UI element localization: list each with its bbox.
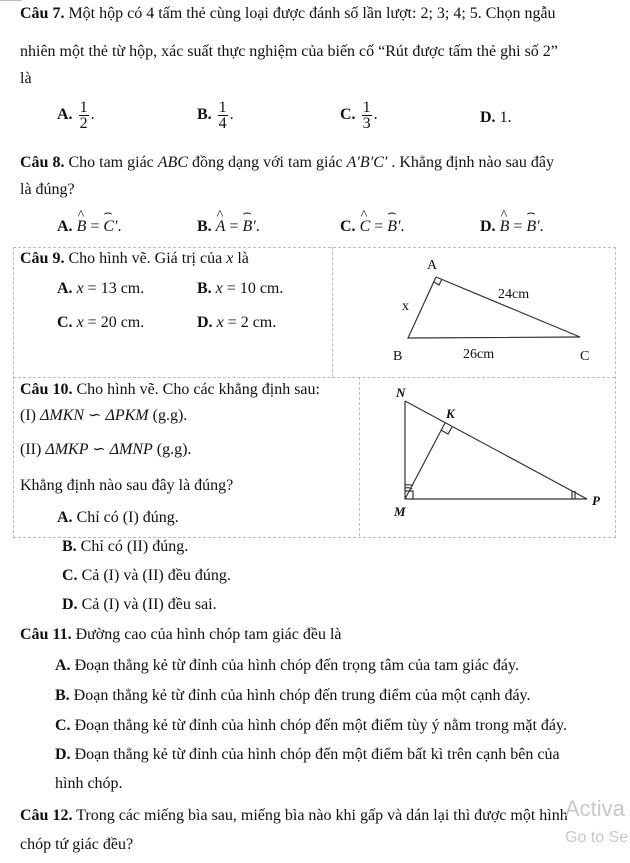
- vertex-n: N: [396, 385, 406, 400]
- q12-line1: Câu 12. Trong các miếng bìa sau, miếng bìa nào khi gấp và dán lại thì được một hình: [20, 807, 568, 824]
- q10-line1: Câu 10. Cho hình vẽ. Cho các khẳng định sau:: [20, 381, 320, 398]
- option-letter: A.: [57, 218, 73, 235]
- q10-option-b[interactable]: B. Chỉ có (II) đúng.: [62, 538, 189, 555]
- q10-statement-2: (II) ΔMKP ∽ ΔMNP (g.g).: [20, 441, 192, 458]
- option-letter: B.: [197, 218, 212, 235]
- q10-question: Khẳng định nào sau đây là đúng?: [20, 477, 234, 494]
- fraction: $\frac{1}{3}$: [362, 99, 371, 132]
- q7-option-b[interactable]: B. $\frac{1}{4}$ .: [197, 99, 234, 132]
- vertex-p: P: [592, 493, 600, 508]
- q9-option-b[interactable]: B. x = 10 cm.: [197, 280, 284, 297]
- q7-option-c[interactable]: C. $\frac{1}{3}$ .: [340, 99, 378, 132]
- q10-label: Câu 10.: [20, 381, 73, 398]
- option-letter: D.: [480, 109, 496, 126]
- q9-triangle-figure: [360, 247, 615, 377]
- angle-hat: ^ B: [77, 217, 87, 237]
- q7-text: Một hộp có 4 tấm thẻ cùng loại được đánh số lần lượt: 2; 3; 4; 5. Chọn ngẫu: [64, 5, 556, 22]
- q11-option-a[interactable]: A. Đoạn thẳng kẻ từ đỉnh của hình chóp đến trọng tâm của tam giác đáy.: [55, 657, 519, 674]
- triangle-a-prime-b-prime-c-prime: A′B′C′: [346, 154, 388, 171]
- option-value: 20 cm.: [100, 314, 145, 331]
- option-letter: D.: [480, 218, 496, 235]
- angle-hat: ⌢ B′: [387, 217, 400, 237]
- angle-arc-m2: [405, 488, 412, 489]
- page-corner-mark: [0, 0, 22, 1]
- q9-label: Câu 9.: [20, 250, 65, 267]
- vertex-k: K: [446, 406, 455, 421]
- angle-hat: ^ B: [500, 217, 510, 237]
- vertex-a: A: [427, 258, 438, 273]
- option-value: 10 cm.: [239, 280, 284, 297]
- option-value: 13 cm.: [100, 280, 145, 297]
- option-letter: A.: [57, 106, 73, 124]
- q8-option-d[interactable]: D. ^ B = ⌢ B′.: [480, 217, 544, 237]
- q7-line3: là: [20, 70, 32, 87]
- vertex-c: C: [580, 349, 590, 364]
- q11-option-b[interactable]: B. Đoạn thẳng kẻ từ đỉnh của hình chóp đến trung điểm của một cạnh đáy.: [55, 687, 531, 704]
- angle-hat: ^ A: [216, 217, 226, 237]
- q10-statement-1: (I) ΔMKN ∽ ΔPKM (g.g).: [20, 407, 188, 424]
- angle-arc-m: [405, 485, 413, 486]
- q10-option-d[interactable]: D. Cả (I) và (II) đều sai.: [62, 596, 217, 613]
- q10-option-a[interactable]: A. Chỉ có (I) đúng.: [57, 509, 179, 526]
- option-letter: B.: [197, 106, 212, 124]
- q11-option-c[interactable]: C. Đoạn thẳng kẻ từ đỉnh của hình chóp đến một điểm tùy ý nằm trong mặt đáy.: [55, 717, 567, 734]
- side-ac-label: 24cm: [498, 287, 530, 302]
- q7-label: Câu 7.: [20, 5, 65, 22]
- q7-line2: nhiên một thẻ từ hộp, xác suất thực nghiệm của biến cố “Rút được tấm thẻ ghi số 2”: [20, 43, 558, 60]
- q12-line2: chóp tứ giác đều?: [20, 836, 134, 853]
- q10-triangle-figure: [360, 377, 615, 536]
- angle-hat: ⌢ C′: [103, 217, 117, 237]
- q8-option-a[interactable]: A. ^ B = ⌢ C′.: [57, 217, 122, 237]
- q11-option-d[interactable]: D. Đoạn thẳng kẻ từ đỉnh của hình chóp đến một điểm bất kì trên cạnh bên của: [55, 746, 560, 763]
- side-x-label: x: [402, 299, 409, 314]
- option-value: 1.: [499, 109, 512, 126]
- q7-option-a[interactable]: A. $\frac{1}{2}$ .: [57, 99, 95, 132]
- angle-hat: ⌢ B′: [526, 217, 539, 237]
- q8-option-c[interactable]: C. ^ C = ⌢ B′.: [340, 217, 405, 237]
- option-letter: C.: [340, 106, 356, 124]
- table-col-divider-row1: [332, 247, 333, 377]
- vertex-m: M: [394, 504, 406, 519]
- altitude-mk: [405, 423, 445, 499]
- q8-line2: là đúng?: [20, 181, 75, 198]
- q7-option-d[interactable]: [480, 108, 512, 128]
- q8-label: Câu 8.: [20, 154, 65, 171]
- q12-label: Câu 12.: [20, 807, 73, 824]
- option-letter: C.: [340, 218, 356, 235]
- q7-line1: [20, 4, 556, 24]
- triangle-mnp-shape: [405, 401, 587, 499]
- option-value: 2 cm.: [240, 314, 277, 331]
- q8-line1: Câu 8. Cho tam giác ABC đồng dạng với tam giác A′B′C′ . Khẳng định nào sau đây: [20, 154, 554, 171]
- q10-option-c[interactable]: C. Cả (I) và (II) đều đúng.: [62, 567, 231, 584]
- q9-option-c[interactable]: C. x = 20 cm.: [57, 314, 145, 331]
- activation-watermark-line1: Activa: [565, 796, 625, 821]
- q9-option-d[interactable]: D. x = 2 cm.: [197, 314, 277, 331]
- triangle-abc-shape: [408, 277, 580, 338]
- q9-option-a[interactable]: A. x = 13 cm.: [57, 280, 145, 297]
- triangle-abc: ABC: [157, 154, 188, 171]
- q9-line1: Câu 9. Cho hình vẽ. Giá trị của x là: [20, 250, 249, 267]
- q11-line1: Câu 11. Đường cao của hình chóp tam giác đều là: [20, 626, 342, 643]
- fraction: $\frac{1}{2}$: [79, 99, 88, 132]
- vertex-b: B: [393, 349, 403, 364]
- q11-label: Câu 11.: [20, 626, 72, 643]
- angle-hat: ^ C: [360, 217, 371, 237]
- q8-option-b[interactable]: B. ^ A = ⌢ B′.: [197, 217, 260, 237]
- q11-option-d-cont: hình chóp.: [55, 775, 123, 792]
- angle-hat: ⌢ B′: [242, 217, 255, 237]
- activation-watermark-line2: Go to Se: [565, 829, 629, 846]
- side-bc-label: 26cm: [463, 347, 495, 362]
- fraction: $\frac{1}{4}$: [218, 99, 227, 132]
